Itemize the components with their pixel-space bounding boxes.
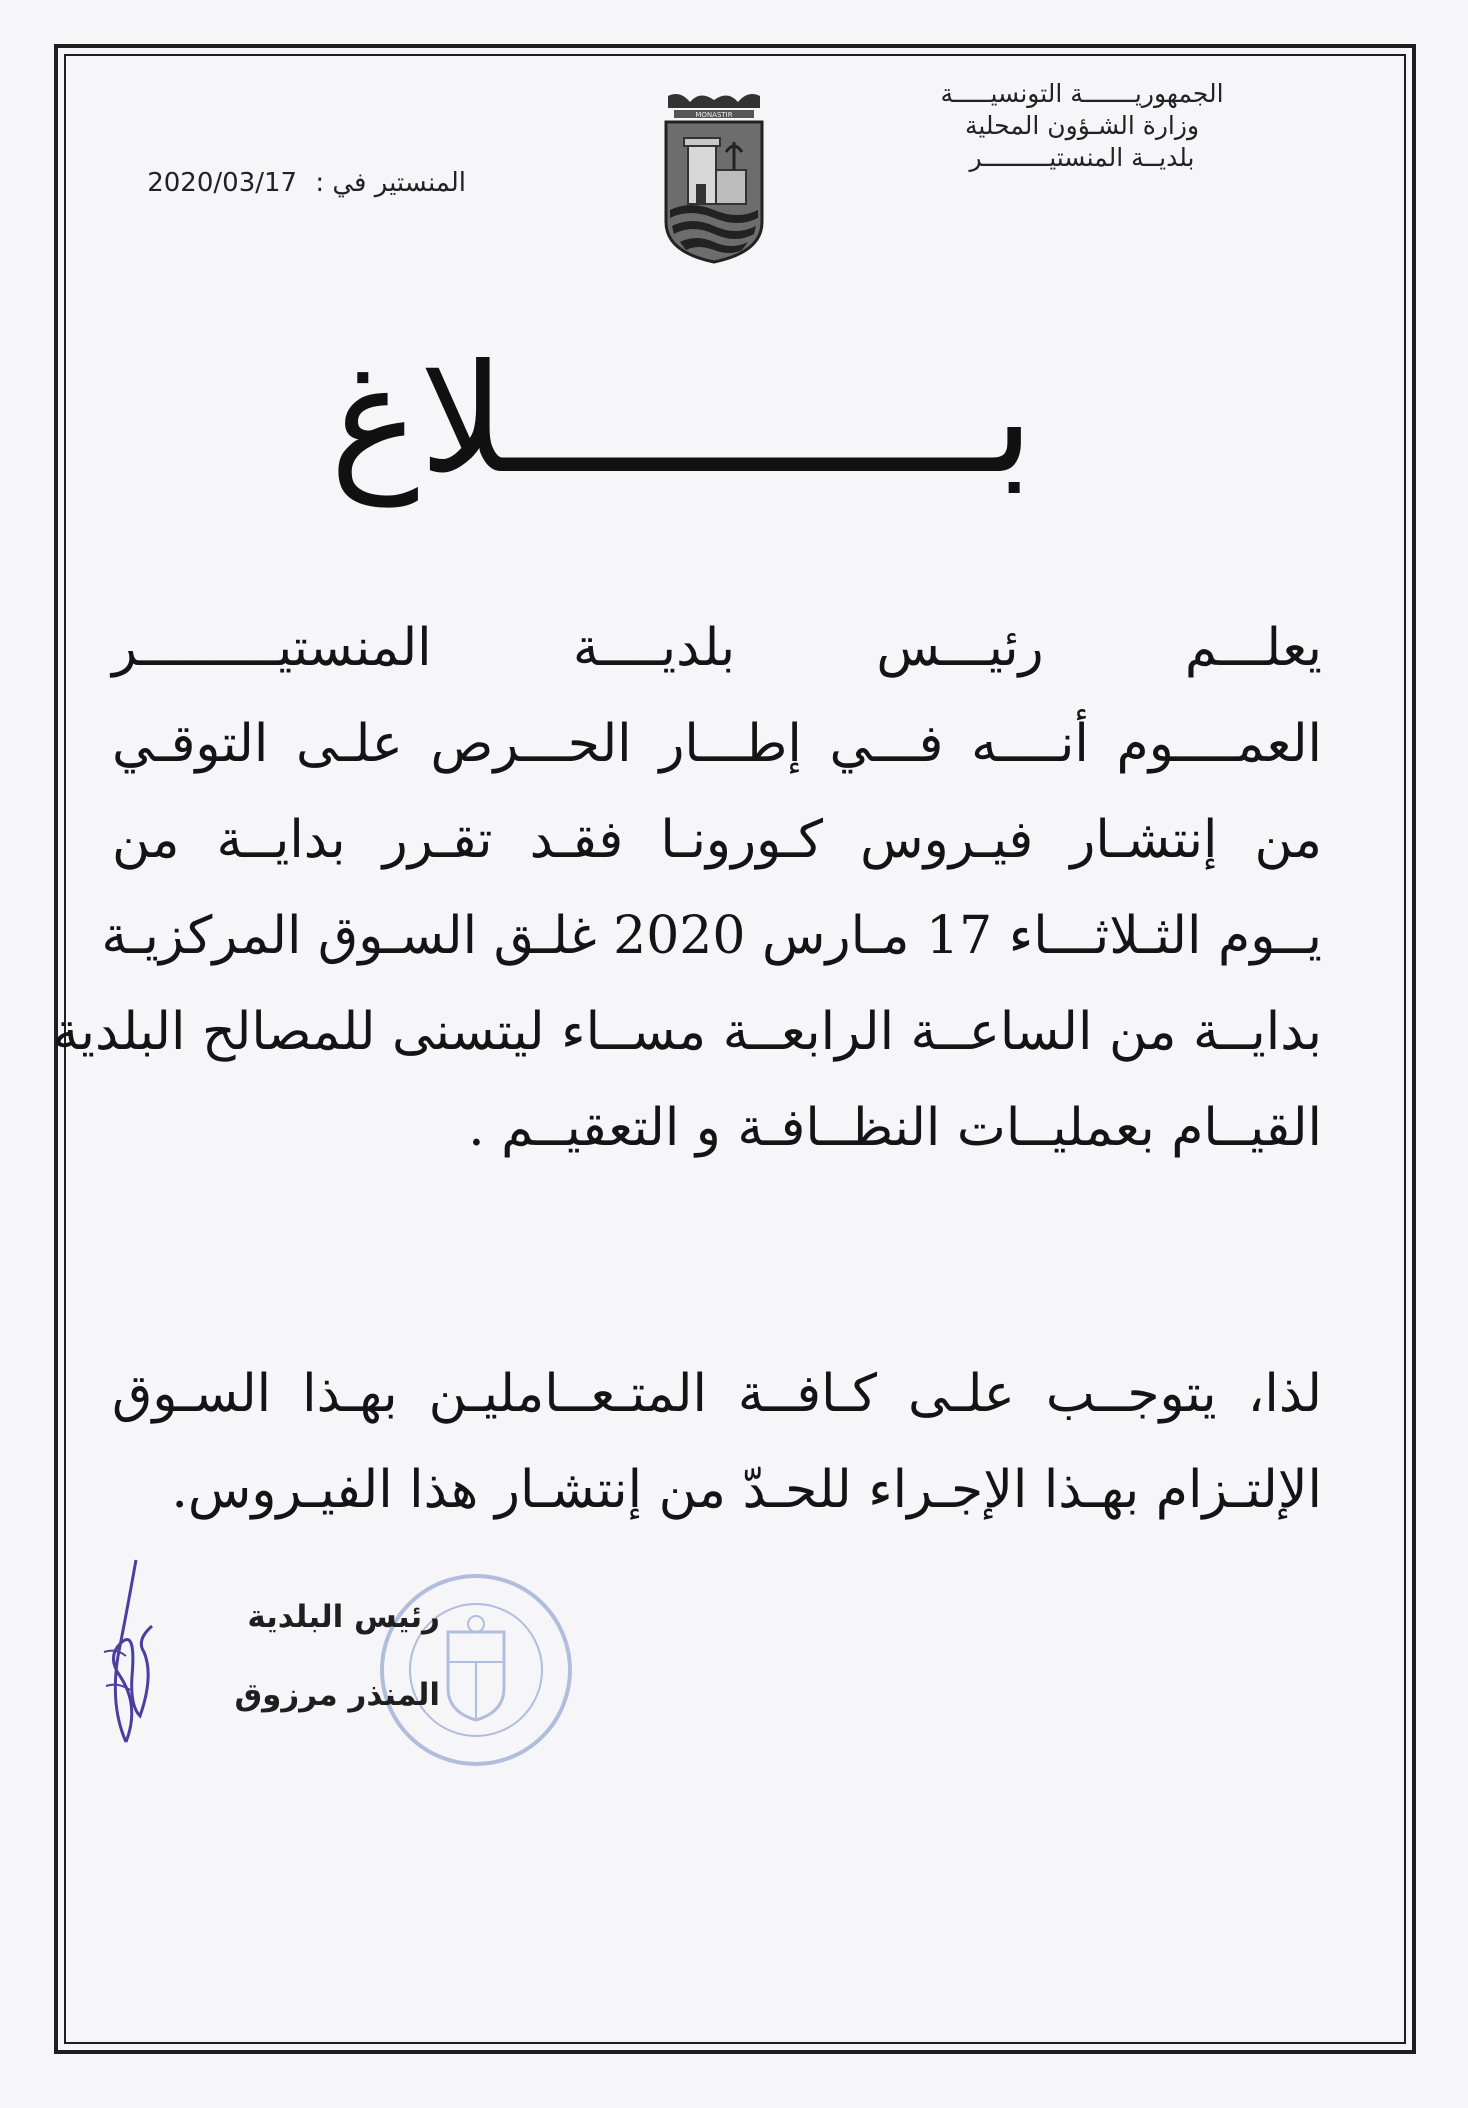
tunisia-coat-of-arms-icon bbox=[448, 1616, 504, 1720]
paragraph-line-last: الإلتـزام بهـذا الإجـراء للحـدّ من إنتشـار هذا الفيـروس. bbox=[171, 1460, 1322, 1520]
monastir-coat-of-arms-icon bbox=[660, 92, 768, 264]
header-line-ministry: وزارة الشـؤون المحلية bbox=[964, 111, 1200, 140]
issuer-header bbox=[892, 78, 1272, 174]
announcement-paragraph-1 bbox=[52, 600, 1322, 1176]
paragraph-line: يــوم الثـلاثـــاء 17 مـارس 2020 غلـق السـوق المركزيـة bbox=[101, 906, 1322, 966]
paragraph-line: يعلـــم رئيـــس بلديــــة المنستيـــــــــر bbox=[112, 618, 1322, 678]
paragraph-line: لذا، يتوجــب علـى كـافــة المتـعــامليـن بهـذا السـوق bbox=[112, 1364, 1322, 1424]
signatory-name: المنذر مرزوق bbox=[234, 1677, 440, 1713]
issue-date bbox=[126, 168, 466, 198]
header-line-municipality: بلديــة المنستيـــــــــر bbox=[969, 143, 1195, 172]
header-line-republic: الجمهوريـــــــة التونسيـــــة bbox=[940, 79, 1224, 108]
date-label: المنستير في : bbox=[315, 168, 466, 198]
paragraph-line: العمــــوم أنــــه فـــي إطـــار الحـــرص علـى التوقـي bbox=[112, 714, 1322, 774]
signature-block bbox=[150, 1578, 440, 1734]
announcement-paragraph-2 bbox=[112, 1346, 1322, 1538]
paragraph-line: بدايــة من الساعــة الرابعــة مســاء ليتسنى للمصالح البلدية bbox=[52, 1002, 1322, 1062]
paragraph-line: من إنتشـار فيـروس كـورونـا فقـد تقـرر بدايــة من bbox=[112, 810, 1322, 870]
signatory-title: رئيس البلدية bbox=[247, 1599, 440, 1635]
page-title: بـــــــــــلاغ bbox=[329, 333, 1034, 507]
emblem-caption: MONASTIR bbox=[695, 111, 733, 119]
paragraph-line-last: القيــام بعمليــات النظــافـة و التعقيــم . bbox=[468, 1098, 1322, 1158]
date-value: 2020/03/17 bbox=[147, 168, 298, 198]
